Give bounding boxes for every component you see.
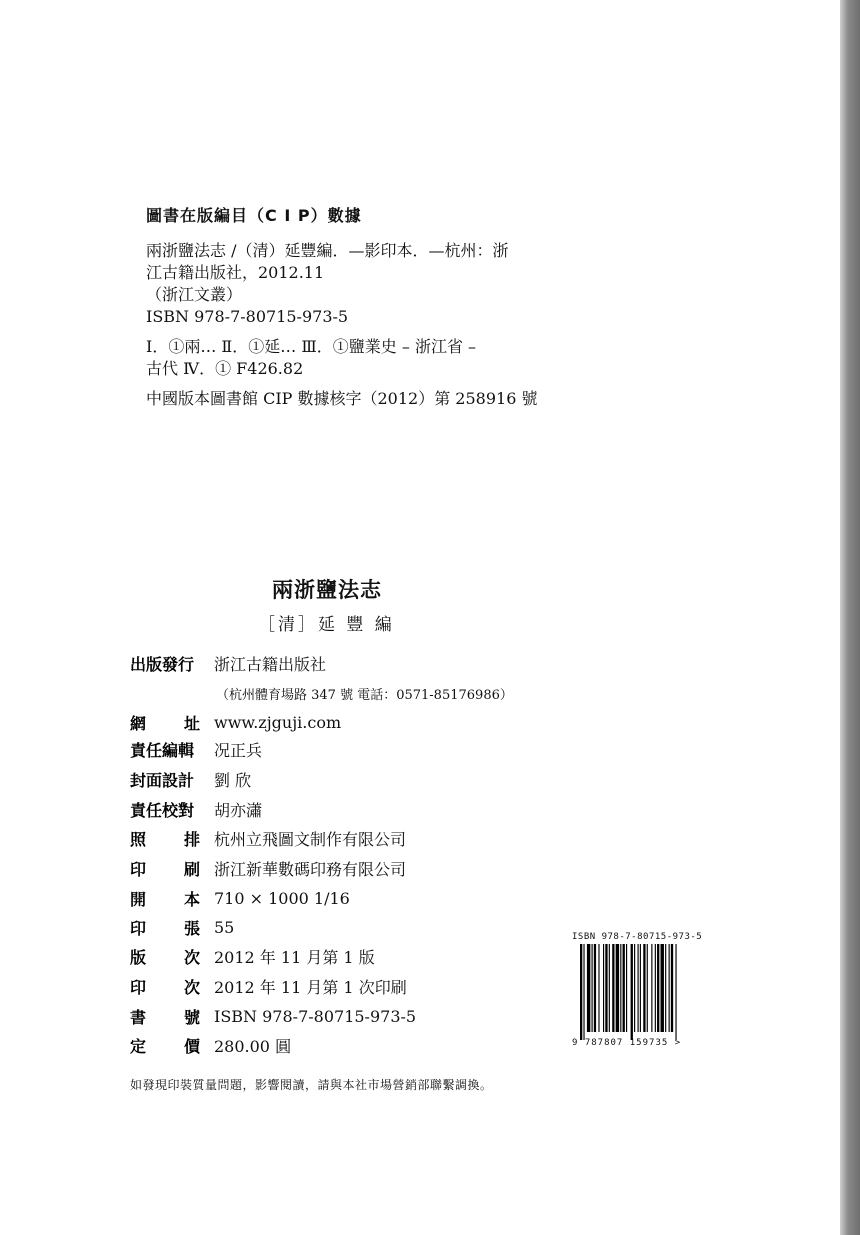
barcode-bar [583,944,584,1040]
barcode-bar [634,944,635,1032]
cip-line: ISBN 978-7-80715-973-5 [146,307,349,326]
barcode-bar [626,944,627,1032]
imprint-row-impression [130,974,407,998]
imprint-value: 胡亦瀟 [214,800,263,820]
imprint-row-website [130,710,341,734]
barcode-bar [623,944,625,1032]
imprint-label: 網址 [130,713,200,733]
imprint-value: 2012 年 11 月第 1 版 [214,947,375,967]
imprint-label: 印刷 [130,859,200,879]
barcode-bar [640,944,641,1032]
barcode-bar [587,944,590,1032]
barcode-bar [605,944,607,1032]
imprint-label: 版次 [130,947,200,967]
barcode-bar [580,944,582,1040]
imprint-row-editor [130,737,262,761]
imprint-value: 杭州立飛圖文制作有限公司 [214,829,407,849]
publisher-address: （杭州體育場路 347 號 電話：0571-85176986） [216,688,513,703]
imprint-row-cover [130,767,251,791]
barcode-bar [598,944,599,1032]
barcode-bar [616,944,619,1032]
barcode-bar [603,944,604,1032]
imprint-label: 開本 [130,889,200,909]
imprint-value: 劉 欣 [214,770,252,790]
barcode-bar [643,944,645,1032]
imprint-row-proof [130,797,262,821]
imprint-value: www.zjguji.com [214,712,342,732]
imprint-value: 况正兵 [214,740,263,760]
imprint-label: 印次 [130,977,200,997]
imprint-row-printer [130,856,406,880]
cip-line: （浙江文叢） [146,285,243,304]
barcode-bar [647,944,648,1032]
imprint-label: 定價 [130,1036,200,1056]
imprint-value: 710 × 1000 1/16 [214,888,350,908]
imprint-row-publisher [130,651,326,675]
imprint-value: 2012 年 11 月第 1 次印刷 [214,977,407,997]
imprint-value: 280.00 圓 [214,1036,292,1056]
quality-notice: 如發現印裝質量問題，影響閱讀，請與本社市場營銷部聯繫調換。 [130,1078,493,1092]
imprint-row-isbn [130,1004,416,1028]
barcode-bar [594,944,596,1032]
imprint-row-typeset [130,826,406,850]
imprint-value: 浙江新華數碼印務有限公司 [214,859,407,879]
barcode-bar [638,944,639,1032]
page-edge-shadow [840,0,860,1235]
imprint-label: 責任編輯 [130,740,195,760]
barcode-bar [651,944,652,1032]
imprint-row-edition [130,944,375,968]
imprint-row-format [130,886,350,910]
cip-line: 兩浙鹽法志 /（清）延豐編．—影印本．—杭州：浙 [146,241,509,260]
barcode-digits: 9 787807 159735 > [572,1038,682,1048]
barcode-isbn-text: ISBN 978-7-80715-973-5 [572,932,703,942]
book-title: 兩浙鹽法志 [272,578,382,602]
isbn-barcode [580,944,718,1040]
cip-line: 中國版本圖書館 CIP 數據核字（2012）第 258916 號 [146,389,538,408]
barcode-bar [675,944,676,1040]
imprint-label: 封面設計 [130,770,195,790]
barcode-bar [592,944,593,1032]
imprint-value: 浙江古籍出版社 [214,654,327,674]
barcode-bar [655,944,656,1032]
barcode-bar [612,944,614,1032]
imprint-label: 印張 [130,918,200,938]
cip-line: 江古籍出版社，2012.11 [146,263,325,282]
barcode-bar [661,944,664,1032]
imprint-row-price [130,1033,291,1057]
cip-line: Ⅰ．①兩… Ⅱ．①延… Ⅲ．①鹽業史 – 浙江省 – [146,337,477,356]
imprint-label: 責任校對 [130,800,195,820]
barcode-bar [609,944,610,1032]
imprint-value: ISBN 978-7-80715-973-5 [214,1006,417,1026]
imprint-label: 照排 [130,829,200,849]
imprint-row-sheets [130,915,234,939]
imprint-label: 書號 [130,1007,200,1027]
barcode-bar [620,944,621,1032]
barcode-bar [631,944,633,1040]
cip-line: 古代 Ⅳ．① F426.82 [146,359,304,378]
book-author: ［清］延 豐 編 [258,615,395,635]
barcode-bar [671,944,673,1032]
barcode-bar [657,944,659,1032]
imprint-value: 55 [214,917,235,937]
cip-heading: 圖書在版編目（C I P）數據 [146,206,362,225]
barcode-bar [669,944,670,1032]
barcode-bar [665,944,666,1032]
imprint-label: 出版發行 [130,654,195,674]
